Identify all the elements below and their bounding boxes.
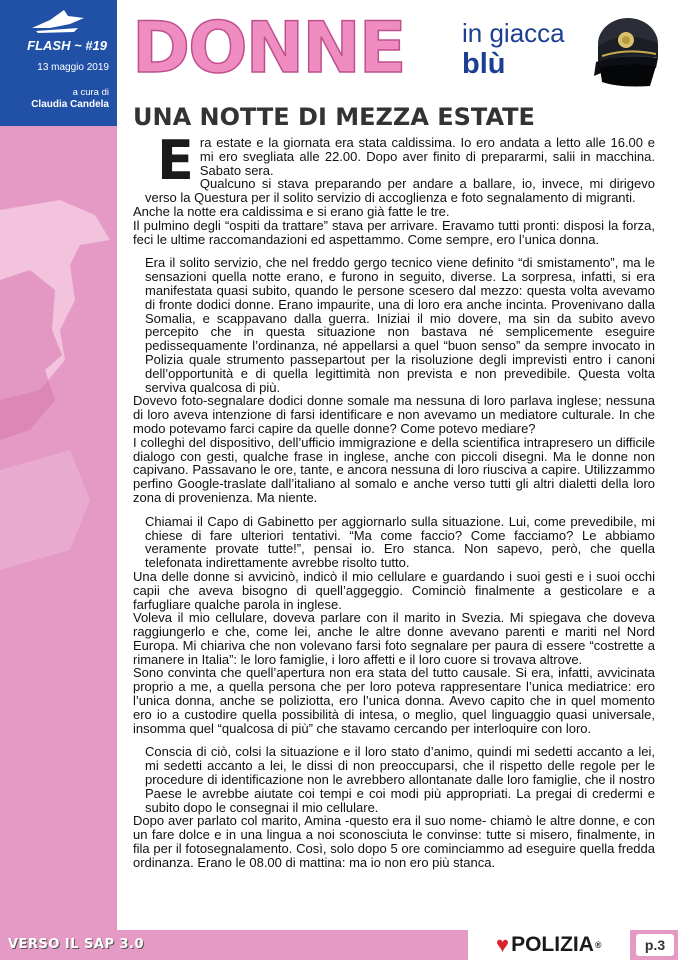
article-headline: UNA NOTTE DI MEZZA ESTATE <box>133 103 535 131</box>
title-subtitle-line2: blù <box>462 48 506 80</box>
drop-cap: E <box>157 129 194 192</box>
page-number: p.3 <box>636 934 674 956</box>
issue-date: 13 maggio 2019 <box>37 62 109 73</box>
flash-info-box <box>0 0 117 126</box>
article-paragraph: Una delle donne si avvicinò, indicò il mio cellulare e guardando i suoi gesti e i suoi occhi capii che aveva bisogno di quell’aggeggio. Cominciò finalmente a gesticolare e a farfugliare qualche parola in inglese. <box>133 568 655 612</box>
article-paragraph: Chiamai il Capo di Gabinetto per aggiornarlo sulla situazione. Lui, come prevedibile, mi chiese di fare ulteriori tentativi. “Ma come faccio? Come facciamo? Le abbiamo veramente provate tutte!”, pensai io. Ero stanca. Non sapevo, però, che quella telefonata indirettamente avrebbe risolto tutto. <box>145 513 655 571</box>
polizia-text: POLIZIA <box>511 933 594 956</box>
police-cap-icon <box>590 6 662 92</box>
registered-mark: ® <box>594 940 602 950</box>
polizia-logo <box>496 932 602 958</box>
article-paragraph: Conscia di ciò, colsi la situazione e il loro stato d’animo, quindi mi sedetti accanto a lei, mi sedetti accanto a lei, le dissi di non preoccuparsi, che il rispetto delle regole per le procedure di identificazione non le avrebbero allontanate dalle loro famiglie, che il nostro Paese le avrebbe aiutate coi tempi e coi modi più appropriati. La pregai di credermi e subito dopo le consegnai il mio cellulare. <box>145 744 655 815</box>
article-paragraph: I colleghi del dispositivo, dell’ufficio immigrazione e della scientifica intrapresero un difficile dialogo con gesti, qualche frase in inglese, anche con piccoli disegni. Ma le donne non capivano. Passavano le ore, tante, e ancora nessuna di loro riusciva a capire. Utilizzammo perfino Google-traslate dall’italiano al somalo e anche verso tutti gli altri dialetti della loro zona di provenienza. Ma niente. <box>133 434 655 505</box>
wing-logo-icon <box>30 6 86 34</box>
article-body <box>133 129 655 870</box>
article-paragraph: Sono convinta che quell’apertura non era stata del tutto causale. Si era, infatti, avvicinata proprio a me, a quella persona che per loro poteva rappresentare l’unica mediatrice: ero l’unica donna, anche se poliziotta, ero l’unica donna. Avevo capito che in quel momento ero io a custodire quella possibilità di intesa, o meglio, quel linguaggio quasi universale, insomma quel “qualcosa di più” che stavamo cercando per interloquire con loro. <box>133 665 655 736</box>
article-paragraph: Era il solito servizio, che nel freddo gergo tecnico viene definito “di smistamento”, ma le sensazioni quella notte erano, e furono in seguito, diverse. La sorpresa, infatti, si era manifestata quasi subito, quando le persone scesero dal mezzo: questa volta avevamo di fronte dodici donne. Erano impaurite, una di loro era anche incinta. Provenivano dalla Somalia, e scappavano dalla guerra. Iniziai il mio dovere, ma sin da subito avevo percepito che in questa situazione non bastava né semplicemente eseguire pedissequamente l’ordinanza, né appellarsi a quel “buon senso” da sempre invocato in Polizia quale strumento passepartout per la risoluzione degli imprevisti entro i canoni dell’opportunità e di quella legittimità non prevista e non prevedibile. Questa volta serviva qualcosa di più. <box>145 255 655 395</box>
heart-icon: ♥ <box>496 932 510 957</box>
article-paragraph: Voleva il mio cellulare, doveva parlare con il marito in Svezia. Mi spiegava che doveva raggiungerlo e che, come lei, anche le altre donne avevano parenti e mariti nel Nord Europa. Mi chiariva che non volevano farsi foto segnalare per paura di essere “costrette a rimanere in Italia”: le loro famiglie, i loro affetti e il loro cuore si trovava altrove. <box>133 610 655 667</box>
byline-author: Claudia Candela <box>31 99 109 110</box>
article-paragraph: Anche la notte era caldissima e si erano già fatte le tre. <box>133 203 450 219</box>
silhouette-illustration <box>0 170 117 735</box>
flash-issue-label: FLASH ~ #19 <box>27 38 107 53</box>
article-paragraph: Qualcuno si stava preparando per andare a ballare, io, invece, mi dirigevo verso la Questura per il solito servizio di accoglienza e foto segnalamento di migranti. <box>145 176 655 206</box>
article-paragraph: Il pulmino degli “ospiti da trattare” stava per arrivare. Eravamo tutti pronti: disposi la forza, feci le ultime raccomandazioni ed aspettammo. Come sempre, ero l’unica donna. <box>133 217 655 247</box>
article-paragraph: ra estate e la giornata era stata caldissima. Io ero andata a letto alle 16.00 e mi ero svegliata alle 22.00. Dopo aver finito di prepararmi, salii in macchina. Sabato sera. <box>199 135 655 178</box>
footer-series-label: VERSO IL SAP 3.0 <box>8 937 145 952</box>
byline-prefix: a cura di <box>72 87 109 98</box>
page-title: DONNE <box>132 7 405 89</box>
article-paragraph: Dopo aver parlato col marito, Amina -questo era il suo nome- chiamò le altre donne, e con un fare dolce e in una lingua a noi sconosciuta le convinse: tutte si misero, finalmente, in fila per il fotosegnalamento. Così, solo dopo 5 ore cominciammo ad eseguire quella fredda ordinanza. Erano le 08.00 di mattina: ma io non ero più stanca. <box>133 813 655 870</box>
title-subtitle-line1: in giacca <box>462 18 565 48</box>
article-paragraph: Dovevo foto-segnalare dodici donne somale ma nessuna di loro parlava inglese; nessuna di loro aveva intenzione di farsi identificare e non avevamo un mediatore culturale. In che modo potevamo farci capire da quelle donne? Come potevo mediare? <box>133 393 655 436</box>
